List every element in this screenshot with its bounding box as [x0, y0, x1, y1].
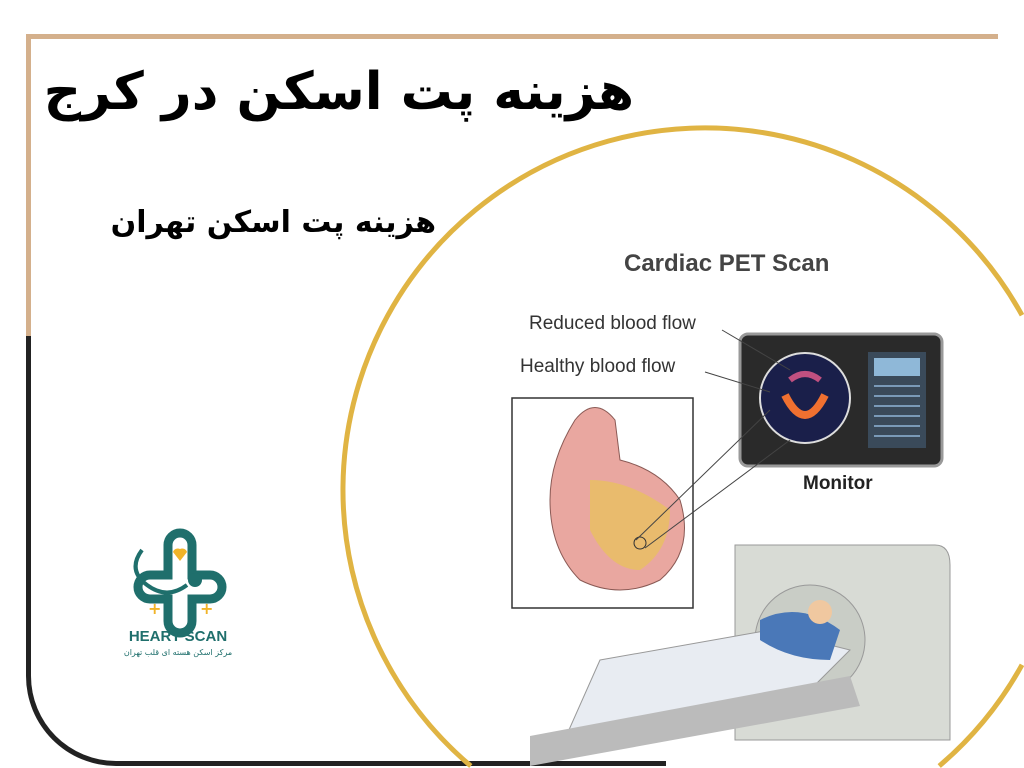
logo-name: HEART SCAN — [128, 628, 228, 645]
page-title: هزینه پت اسکن در کرج — [43, 62, 634, 122]
monitor-label: Monitor — [803, 473, 873, 494]
svg-text:+: + — [148, 599, 162, 618]
page-subtitle: هزینه پت اسکن تهران — [110, 205, 436, 240]
logo-tagline: مرکز اسکن هسته ای قلب تهران — [123, 648, 233, 657]
svg-text:+: + — [200, 599, 214, 618]
healthy-blood-flow-label: Healthy blood flow — [520, 356, 676, 377]
reduced-blood-flow-label: Reduced blood flow — [529, 313, 696, 334]
illustration-title: Cardiac PET Scan — [624, 250, 830, 277]
